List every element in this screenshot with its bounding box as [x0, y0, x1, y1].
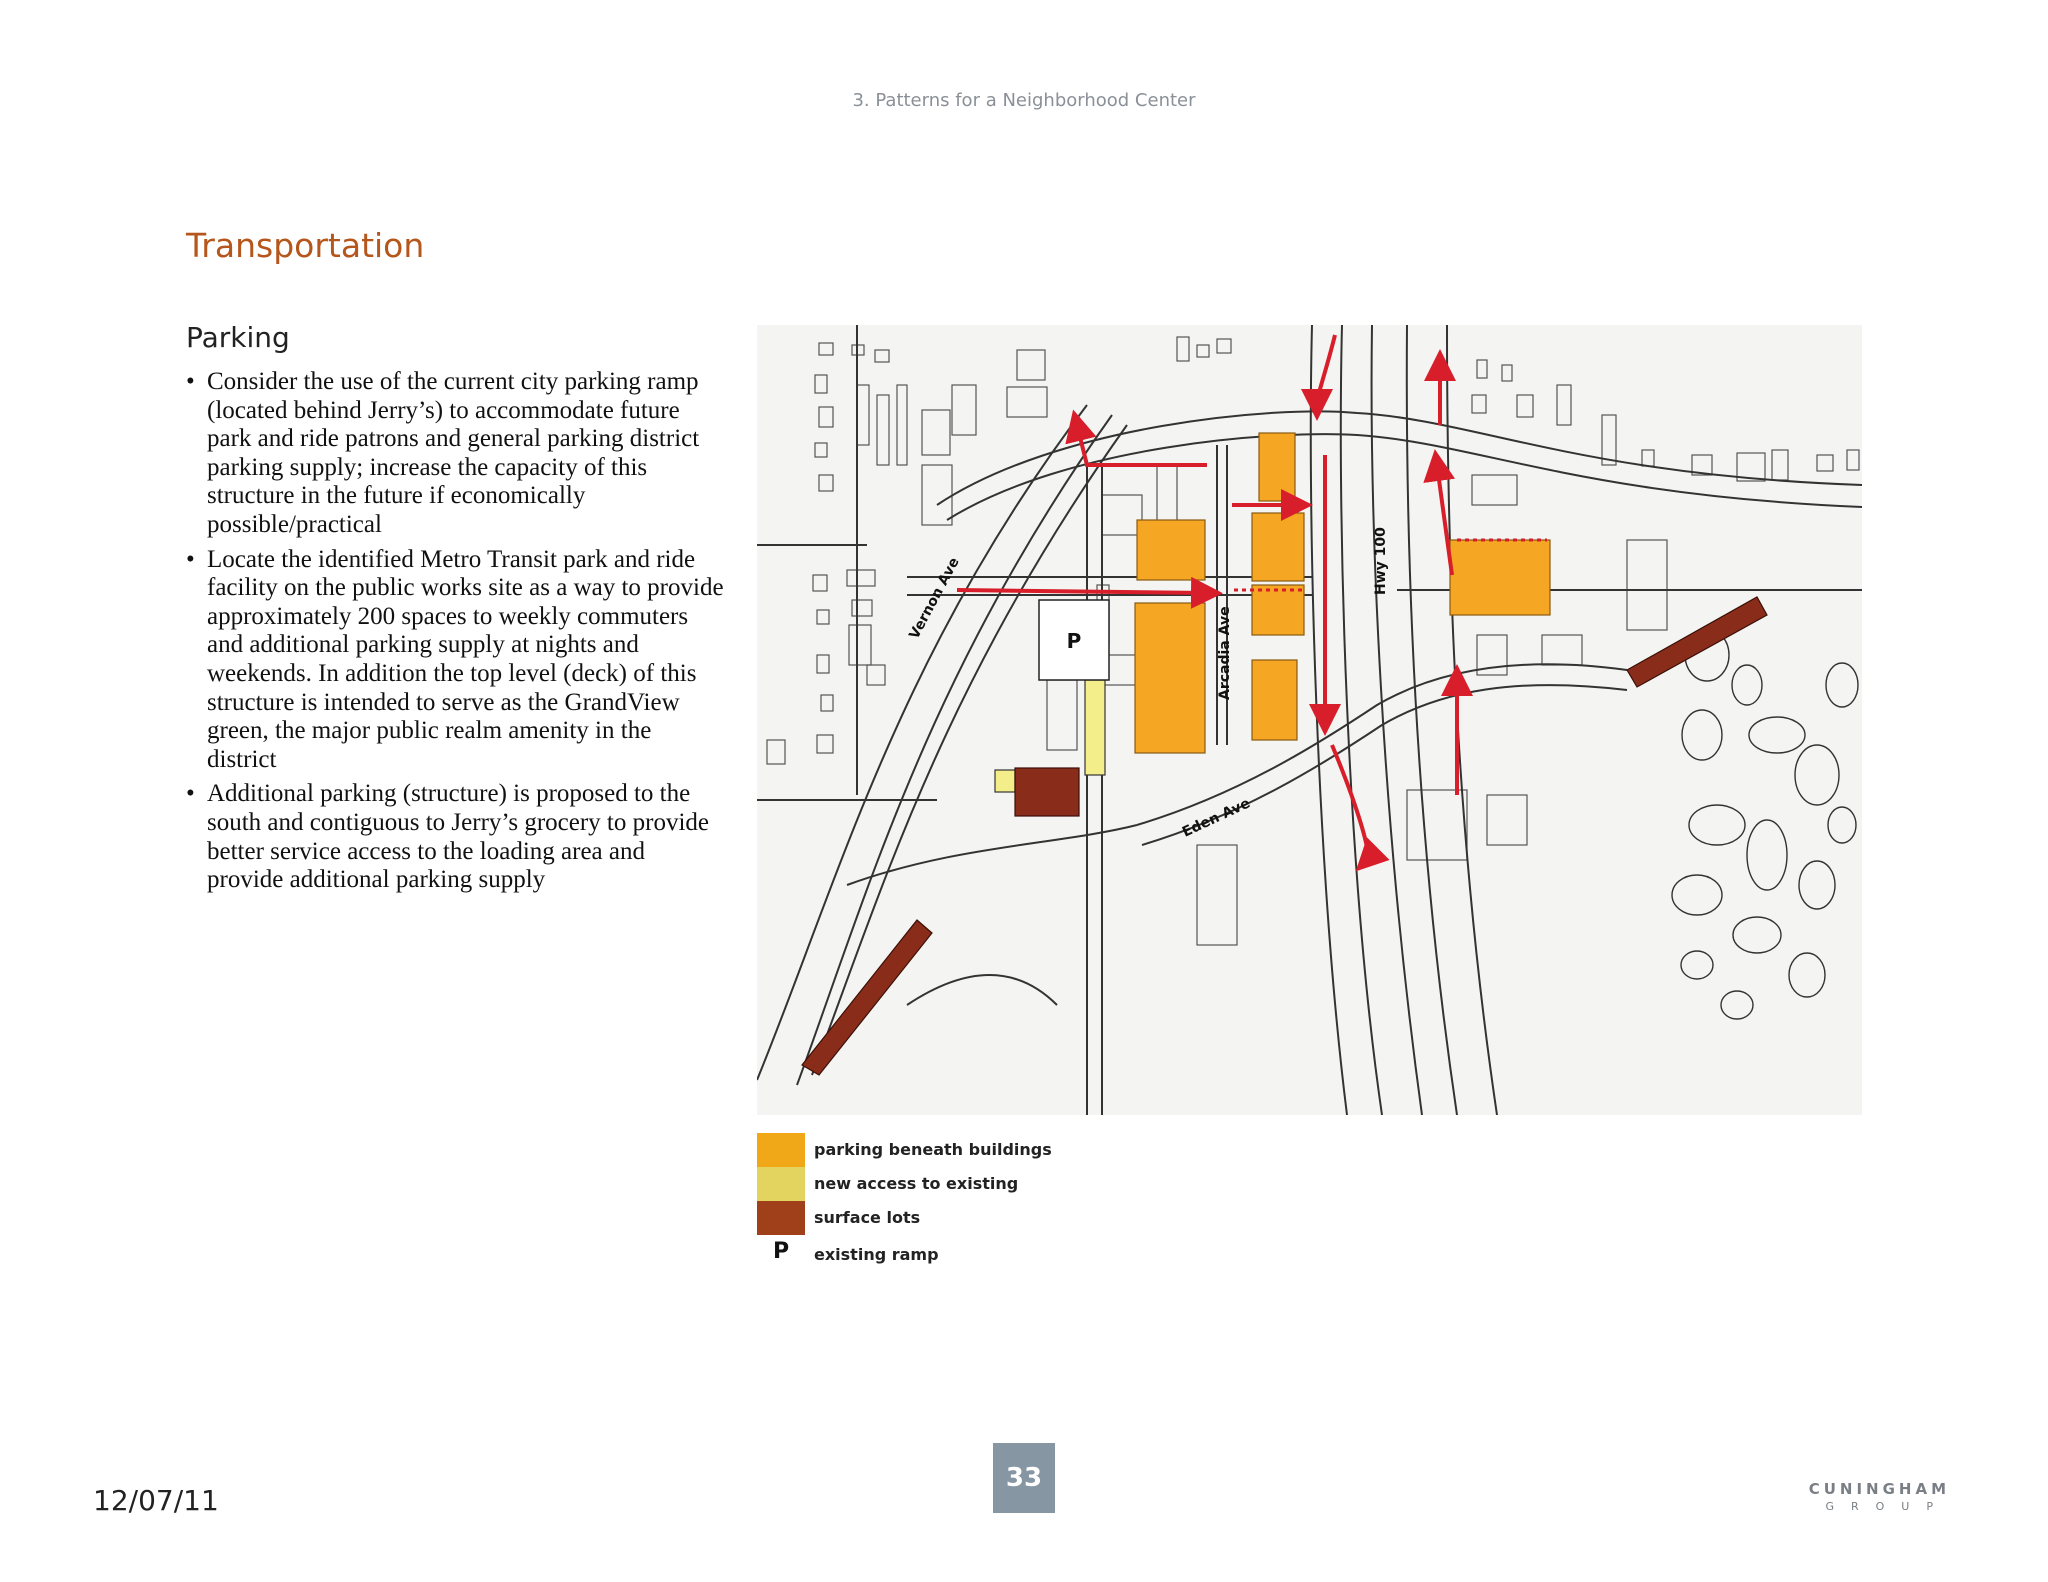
- logo-line-1: CUNINGHAM: [1808, 1480, 1950, 1498]
- legend-swatch-orange: [757, 1133, 805, 1167]
- legend-swatch-brown: [757, 1201, 805, 1235]
- bullet-icon: •: [186, 780, 195, 808]
- section-header: 3. Patterns for a Neighborhood Center: [852, 90, 1196, 111]
- site-plan-map: [757, 325, 1862, 1115]
- bullet-text: Locate the identified Metro Transit park and ride facility on the public works site as a way to provide approximately 200 spaces to weekly commuters and additional parking supply at nights and weekends. In addition the top level (deck) of this structure is intended to serve as the GrandView green, the major public realm amenity in the district: [207, 545, 724, 773]
- bullet-list: [186, 368, 726, 901]
- section-subtitle: Parking: [186, 321, 290, 354]
- legend-label: new access to existing: [814, 1174, 1019, 1193]
- legend-ramp-symbol: P: [773, 1239, 790, 1264]
- page-number: 33: [993, 1443, 1055, 1513]
- bullet-icon: •: [186, 545, 195, 573]
- logo-line-2: GROUP: [1825, 1500, 1950, 1513]
- label-hwy-100: Hwy 100: [1373, 527, 1389, 595]
- bullet-icon: •: [186, 368, 195, 395]
- legend-label: existing ramp: [814, 1245, 939, 1264]
- map-legend: [757, 1133, 1257, 1273]
- bullet-item: [186, 368, 726, 540]
- label-vernon-ave: Vernon Ave: [906, 555, 963, 642]
- bullet-text: Additional parking (structure) is proposed to the south and contiguous to Jerry’s grocery to provide better service access to the loading area and provide additional parking supply: [207, 780, 709, 894]
- ramp-marker: P: [1066, 629, 1082, 653]
- cuningham-logo: [1800, 1480, 1950, 1513]
- bullet-item: [186, 780, 726, 894]
- legend-label: parking beneath buildings: [814, 1140, 1052, 1159]
- existing-ramp: [1039, 600, 1109, 680]
- legend-label: surface lots: [814, 1208, 921, 1227]
- footer-date: 12/07/11: [93, 1484, 219, 1517]
- bullet-text: Consider the use of the current city parking ramp (located behind Jerry’s) to accommodate future park and ride patrons and general parking district parking supply; increase the capacity of this structure in the future if economically possible/practical: [207, 368, 700, 538]
- label-arcadia-ave: Arcadia Ave: [1217, 606, 1233, 700]
- page-title: Transportation: [186, 226, 425, 265]
- bullet-item: [186, 546, 726, 775]
- legend-swatch-yellow: [757, 1167, 805, 1201]
- label-eden-ave: Eden Ave: [1179, 795, 1253, 841]
